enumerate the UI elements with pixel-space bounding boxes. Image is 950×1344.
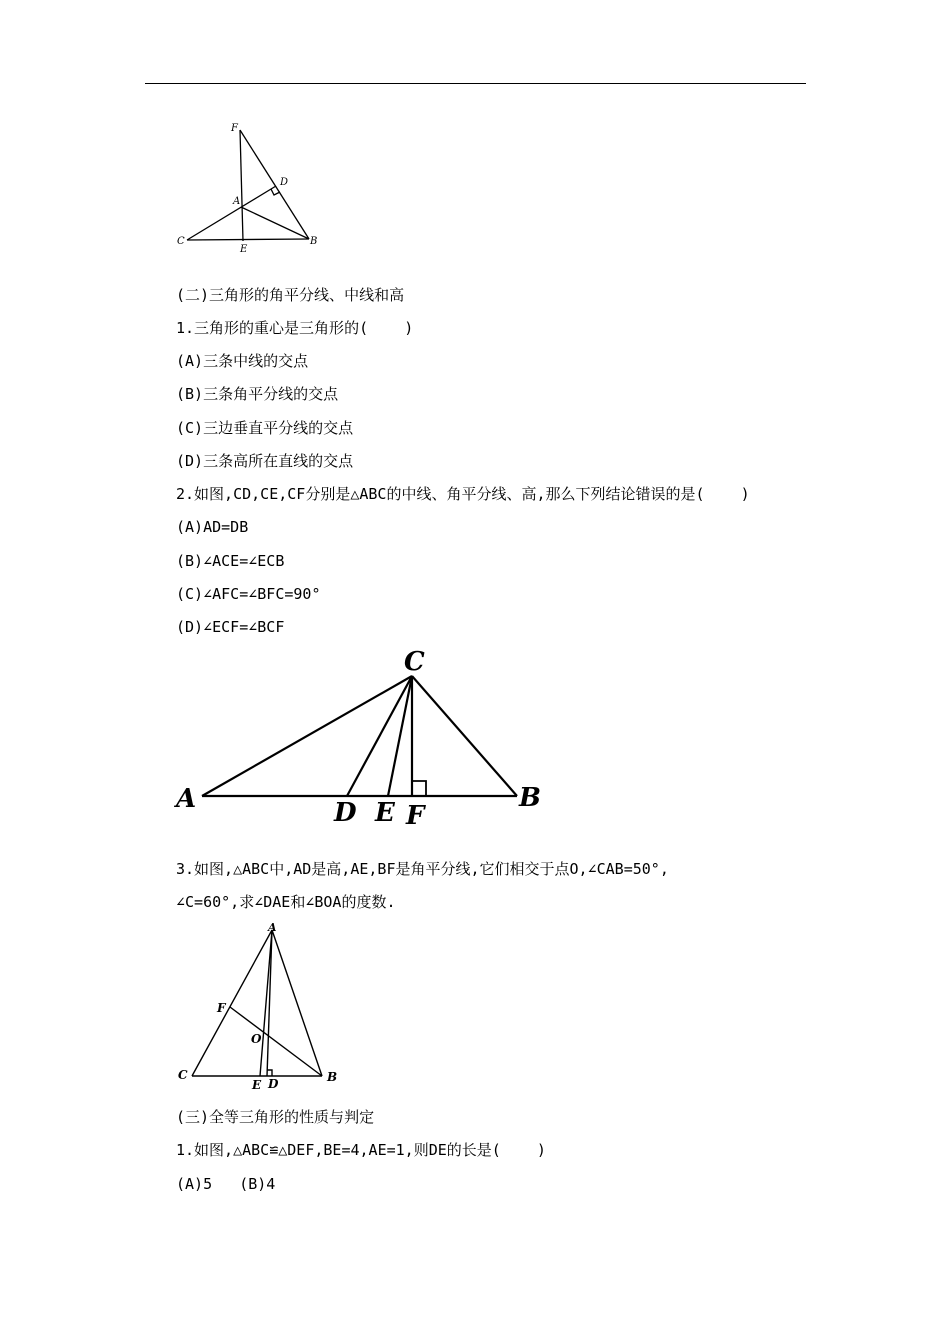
- label-C: C: [177, 236, 185, 247]
- question-2-3-stem-line2: ∠C=60°,求∠DAE和∠BOA的度数.: [176, 893, 396, 911]
- question-3-1-stem: 1.如图,△ABC≌△DEF,BE=4,AE=1,则DE的长是( ): [176, 1141, 546, 1159]
- segment-FC-line: [240, 130, 243, 241]
- label-E: E: [252, 1078, 262, 1092]
- label-F: F: [231, 123, 238, 134]
- question-2-2-option-b: (B)∠ACE=∠ECB: [176, 552, 285, 570]
- segment-BF-line: [230, 1007, 322, 1076]
- label-B: B: [310, 236, 318, 247]
- label-D: D: [334, 798, 357, 828]
- figure-2-diagram: [170, 645, 550, 830]
- question-2-1-option-b: (B)三条角平分线的交点: [176, 385, 339, 403]
- figure-3-diagram: [170, 918, 350, 1098]
- label-E: E: [375, 798, 395, 828]
- right-angle-mark: [412, 781, 426, 796]
- label-B: B: [327, 1070, 338, 1084]
- label-E: E: [240, 244, 248, 255]
- question-2-2-option-c: (C)∠AFC=∠BFC=90°: [176, 585, 321, 603]
- question-2-2-option-a: (A)AD=DB: [176, 518, 249, 536]
- label-O: O: [251, 1032, 262, 1046]
- label-C: C: [178, 1068, 188, 1082]
- question-2-2-option-d: (D)∠ECF=∠BCF: [176, 618, 285, 636]
- label-A: A: [233, 196, 241, 207]
- label-F: F: [217, 1001, 226, 1015]
- segment-CB-line: [187, 239, 309, 240]
- header-rule: [145, 83, 806, 84]
- question-2-3-stem-line1: 3.如图,△ABC中,AD是高,AE,BF是角平分线,它们相交于点O,∠CAB=50°,: [176, 860, 669, 878]
- question-2-1-option-a: (A)三条中线的交点: [176, 352, 309, 370]
- label-F: F: [406, 801, 425, 831]
- question-2-1-stem: 1.三角形的重心是三角形的( ): [176, 319, 414, 337]
- segment-AC-line: [192, 930, 272, 1076]
- question-2-2-stem: 2.如图,CD,CE,CF分别是△ABC的中线、角平分线、高,那么下列结论错误的是( ): [176, 485, 750, 503]
- section-3-heading: (三)全等三角形的性质与判定: [176, 1108, 375, 1126]
- label-D: D: [280, 177, 289, 188]
- section-2-heading: (二)三角形的角平分线、中线和高: [176, 286, 405, 304]
- segment-CE-line: [388, 676, 412, 796]
- segment-CB-line: [412, 676, 517, 796]
- segment-AB-line: [272, 930, 322, 1076]
- figure-1-diagram: [170, 118, 330, 258]
- question-2-1-option-d: (D)三条高所在直线的交点: [176, 452, 354, 470]
- segment-CD-line: [187, 186, 276, 240]
- label-A: A: [176, 784, 197, 814]
- question-3-1-options: (A)5 (B)4: [176, 1175, 276, 1193]
- label-D: D: [268, 1077, 279, 1091]
- label-C: C: [404, 647, 425, 677]
- label-B: B: [519, 783, 541, 813]
- question-2-1-option-c: (C)三边垂直平分线的交点: [176, 419, 354, 437]
- label-A: A: [268, 921, 277, 934]
